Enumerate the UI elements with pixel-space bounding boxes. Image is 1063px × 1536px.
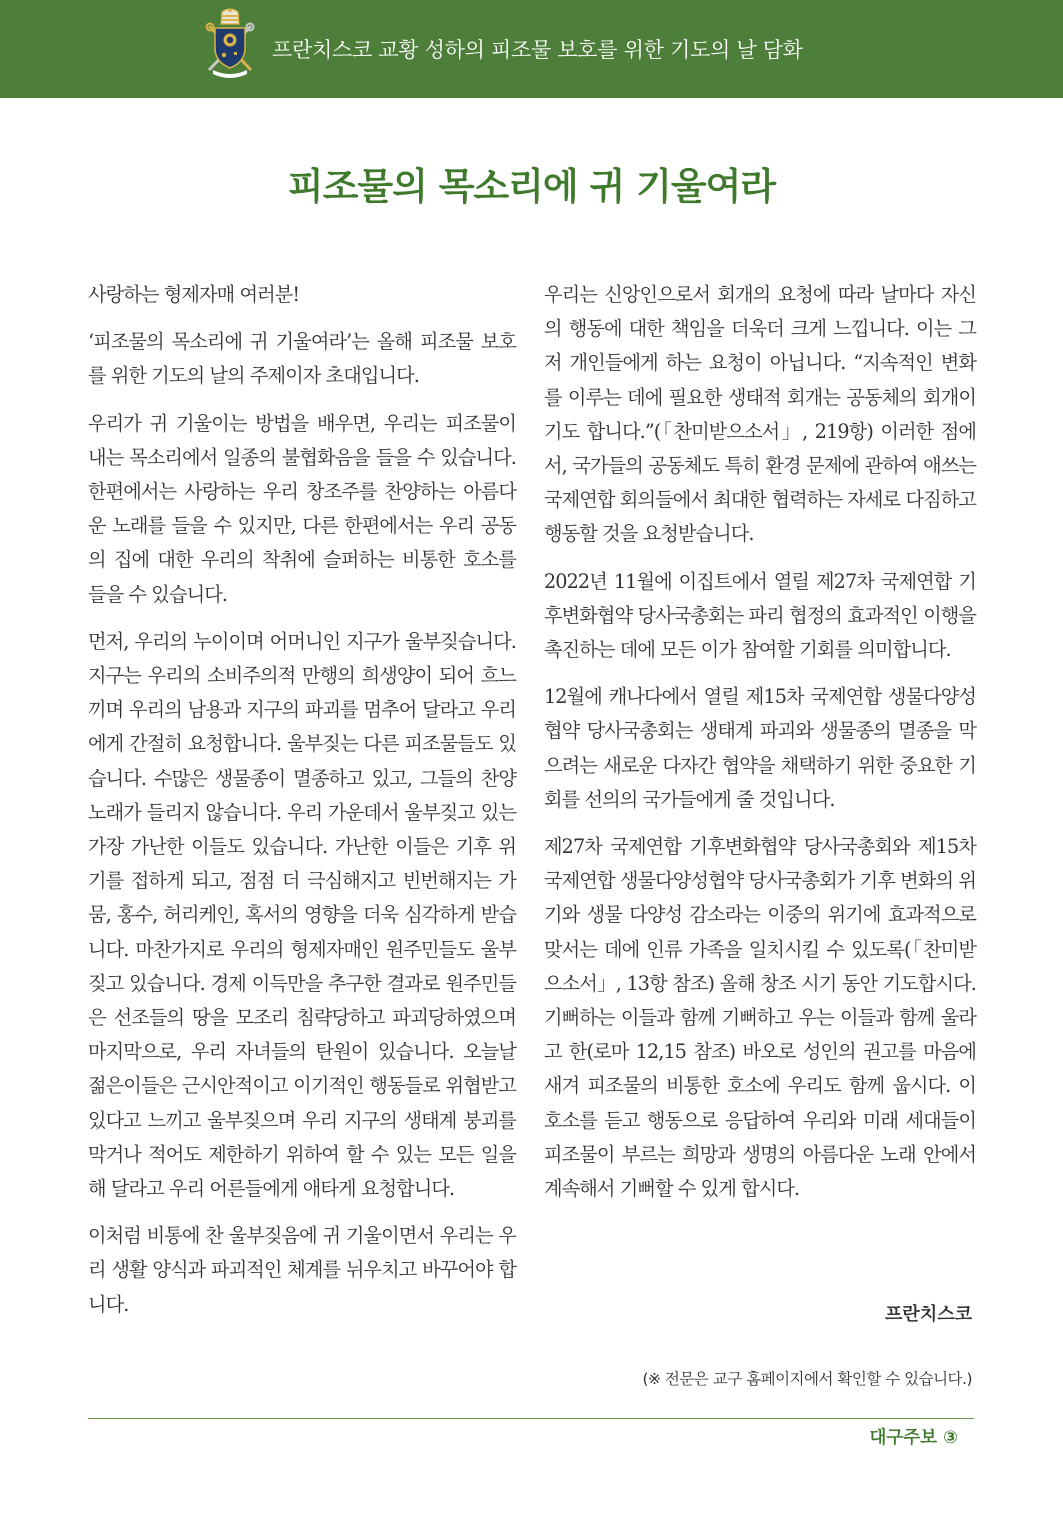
paragraph: 우리는 신앙인으로서 회개의 요청에 따라 날마다 자신의 행동에 대한 책임을 더욱더 크게 느낍니다. 이는 그저 개인들에게 하는 요청이 아닙니다. “지속적인 변화를 이루는 데에 필요한 생태적 회개는 공동체의 회개이기도 합니다.”(「찬미받으소서」, 219항) 이러한 점에서, 국가들의 공동체도 특히 환경 문제에 관하여 애쓰는 국제연합 회의들에서 최대한 협력하는 자세로 다짐하고 행동할 것을 요청받습니다. — [544, 283, 976, 546]
paragraph: 사랑하는 형제자매 여러분! — [88, 283, 300, 306]
right-column — [544, 278, 976, 1219]
left-column — [88, 278, 516, 1335]
paragraph: 제27차 국제연합 기후변화협약 당사국총회와 제15차 국제연합 생물다양성협약 당사국총회가 기후 변화의 위기와 생물 다양성 감소라는 이중의 위기에 효과적으로 맞서는 데에 인류 가족을 일치시킬 수 있도록(「찬미받으소서」, 13항 참조) 올해 창조 시기 동안 기도합시다. 기뻐하는 이들과 함께 기뻐하고 우는 이들과 함께 울라고 한(로마 12,15 참조) 바오로 성인의 권고를 마음에 새겨 피조물의 비통한 호소에 우리도 함께 웁시다. 이 호소를 듣고 행동으로 응답하여 우리와 미래 세대들이 피조물이 부르는 희망과 생명의 아름다운 노래 안에서 계속해서 기뻐할 수 있게 합시다. — [544, 835, 976, 1201]
header-title: 프란치스코 교황 성하의 피조물 보호를 위한 기도의 날 담화 — [272, 38, 803, 62]
header-bar — [0, 0, 1063, 98]
paragraph: 우리가 귀 기울이는 방법을 배우면, 우리는 피조물이 내는 목소리에서 일종의 불협화음을 들을 수 있습니다. 한편에서는 사랑하는 우리 창조주를 찬양하는 아름다운 노래를 들을 수 있지만, 다른 한편에서는 우리 공동의 집에 대한 우리의 착취에 슬퍼하는 비통한 호소를 들을 수 있습니다. — [88, 411, 516, 606]
paragraph: 2022년 11월에 이집트에서 열릴 제27차 국제연합 기후변화협약 당사국총회는 파리 협정의 효과적인 이행을 촉진하는 데에 모든 이가 참여할 기회를 의미합니다. — [544, 569, 976, 662]
page-footer-label: 대구주보 ③ — [869, 1428, 958, 1448]
signature: 프란치스코 — [885, 1304, 972, 1325]
paragraph: ‘피조물의 목소리에 귀 기울여라’는 올해 피조물 보호를 위한 기도의 날의 주제이자 초대입니다. — [88, 330, 516, 388]
footer-divider — [88, 1418, 974, 1419]
paragraph: 12월에 캐나다에서 열릴 제15차 국제연합 생물다양성협약 당사국총회는 생태계 파괴와 생물종의 멸종을 막으려는 새로운 다자간 협약을 채택하기 위한 중요한 기회를 선의의 국가들에게 줄 것입니다. — [544, 685, 976, 811]
footnote: (※ 전문은 교구 홈페이지에서 확인할 수 있습니다.) — [642, 1370, 972, 1388]
page-title: 피조물의 목소리에 귀 기울여라 — [287, 165, 776, 208]
paragraph: 이처럼 비통에 찬 울부짖음에 귀 기울이면서 우리는 우리 생활 양식과 파괴적인 체계를 뉘우치고 바꾸어야 합니다. — [88, 1224, 516, 1316]
paragraph: 먼저, 우리의 누이이며 어머니인 지구가 울부짖습니다. 지구는 우리의 소비주의적 만행의 희생양이 되어 흐느끼며 우리의 남용과 지구의 파괴를 멈추어 달라고 우리에게 간절히 요청합니다. 울부짖는 다른 피조물들도 있습니다. 수많은 생물종이 멸종하고 있고, 그들의 찬양 노래가 들리지 않습니다. 우리 가운데서 울부짖고 있는 가장 가난한 이들도 있습니다. 가난한 이들은 기후 위기를 접하게 되고, 점점 더 극심해지고 빈번해지는 가뭄, 홍수, 허리케인, 혹서의 영향을 더욱 심각하게 받습니다. 마찬가지로 우리의 형제자매인 원주민들도 울부짖고 있습니다. 경제 이득만을 추구한 결과로 원주민들은 선조들의 땅을 모조리 침략당하고 파괴당하였으며 마지막으로, 우리 자녀들의 탄원이 있습니다. 오늘날 젊은이들은 근시안적이고 이기적인 행동들로 위협받고 있다고 느끼고 울부짖으며 우리 지구의 생태계 붕괴를 막거나 적어도 제한하기 위하여 할 수 있는 모든 일을 해 달라고 우리 어른들에게 애타게 요청합니다. — [88, 629, 516, 1201]
papal-coat-of-arms-icon — [203, 8, 257, 78]
